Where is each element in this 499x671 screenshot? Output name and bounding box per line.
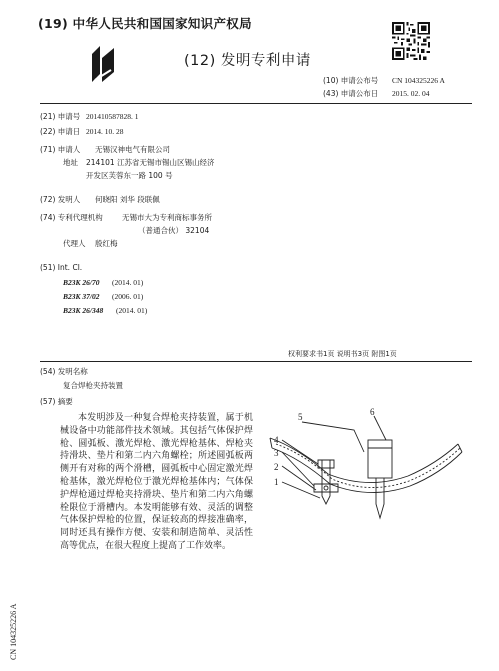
pages-info: 权利要求书1页 说明书3页 附图1页 <box>288 350 397 358</box>
publication-number: CN 104325226 A <box>392 76 445 85</box>
header-divider <box>40 103 472 104</box>
cnipa-logo-icon <box>86 44 120 84</box>
agent-label: 代理人 <box>63 239 86 248</box>
agent: 殷红梅 <box>95 239 118 248</box>
address-label: 地址 <box>63 158 78 167</box>
ipc-year: (2014. 01) <box>112 278 144 287</box>
application-number: 201410587828. 1 <box>86 112 139 121</box>
inventors: 何晓阳 刘华 段联佩 <box>95 195 160 204</box>
pages-divider <box>40 361 472 362</box>
ipc-year: (2006. 01) <box>112 292 144 301</box>
qr-code-icon <box>392 22 430 60</box>
agency-label: (74) 专利代理机构 <box>40 213 103 222</box>
office-name: (19) 中华人民共和国国家知识产权局 <box>38 16 252 31</box>
address-line-1: 214101 江苏省无锡市锡山区锡山经济 <box>86 158 215 167</box>
figure-label: 5 <box>298 412 303 422</box>
figure-label: 1 <box>274 477 279 487</box>
ipc-code: B23K 26/348 <box>63 306 104 315</box>
invention-title-label: (54) 发明名称 <box>40 367 88 376</box>
address-line-2: 开发区芙蓉东一路 100 号 <box>86 171 173 180</box>
side-publication-number: CN 104325226 A <box>9 603 18 660</box>
document-type: (12) 发明专利申请 <box>184 53 311 69</box>
ipc-code: B23K 37/02 <box>63 292 100 301</box>
agency-line-1: 无锡市大为专利商标事务所 <box>122 213 212 222</box>
abstract-label: (57) 摘要 <box>40 397 73 406</box>
figure-label: 2 <box>274 462 279 472</box>
publication-date-label: (43) 申请公布日 <box>323 89 379 98</box>
applicant: 无锡汉神电气有限公司 <box>95 145 170 154</box>
figure-label: 6 <box>370 407 375 417</box>
publication-number-label: (10) 申请公布号 <box>323 76 379 85</box>
invention-title: 复合焊枪夹持装置 <box>63 381 123 390</box>
abstract-text: 本发明涉及一种复合焊枪夹持装置，属于机械设备中功能部件技术领域。其包括气体保护焊枪、圆弧板、激光焊枪、激光焊枪基体、焊枪夹持滑块、垫片和第二内六角螺栓；所述圆弧板两侧开有对称的两个滑槽，圆弧板中心固定激光焊枪基体，激光焊枪位于激光焊枪基体内；气体保护焊枪通过焊枪夹持滑块、垫片和第二内六角螺栓限位于滑槽内。本发明能够有效、灵活的调整气体保护焊枪的位置，保证较高的焊接准确率，同时还具有操作方便、安装和制造简单、灵活性高等优点，在很大程度上提高了工作效率。 <box>60 413 253 551</box>
filing-date-label: (22) 申请日 <box>40 127 81 136</box>
applicant-label: (71) 申请人 <box>40 145 81 154</box>
publication-date: 2015. 02. 04 <box>392 89 430 98</box>
ipc-year: (2014. 01) <box>116 306 148 315</box>
figure-label: 4 <box>274 435 279 445</box>
ipc-code: B23K 26/70 <box>63 278 100 287</box>
inventor-label: (72) 发明人 <box>40 195 81 204</box>
figure-label: 3 <box>274 448 279 458</box>
application-number-label: (21) 申请号 <box>40 112 81 121</box>
abstract-figure <box>258 400 478 540</box>
filing-date: 2014. 10. 28 <box>86 127 124 136</box>
ipc-label: (51) Int. Cl. <box>40 263 83 272</box>
agency-line-2: （普通合伙） 32104 <box>138 226 210 235</box>
